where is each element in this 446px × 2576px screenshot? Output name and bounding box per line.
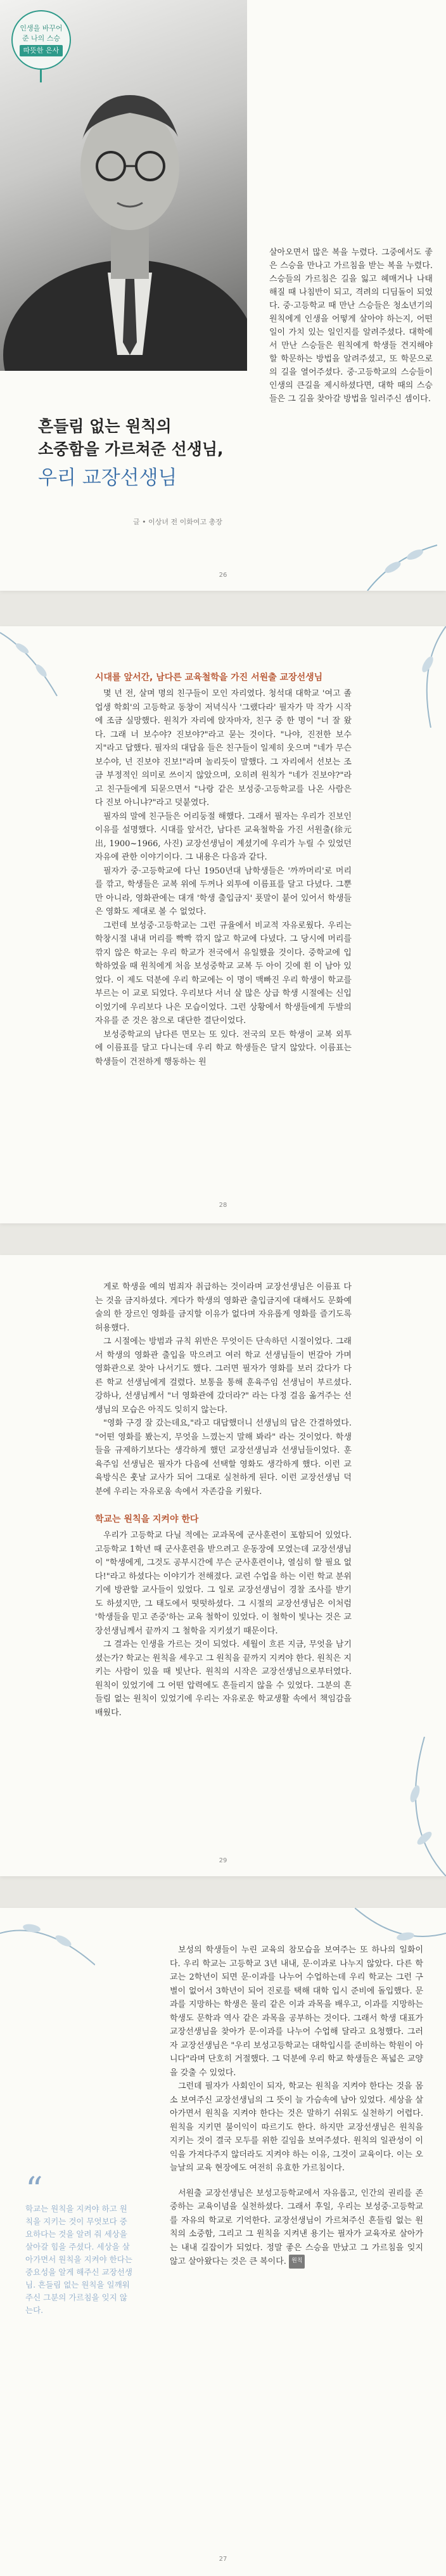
paragraph: 보성중학교의 남다른 면모는 또 있다. 전국의 모든 학생이 교복 외투에 이름표를 달고 다니는데 우리 학교 학생들은 달지 않았다. 이름표는 학생들이 건전하게 행동하는 원: [95, 1029, 352, 1067]
badge-pin: [40, 70, 42, 82]
pull-quote: [25, 2170, 133, 2317]
plant-decoration-icon: [355, 532, 446, 591]
leaf-decoration-icon: [380, 1737, 446, 1876]
paragraph: 그런데 필자가 사회인이 되자, 학교는 원칙을 지켜야 한다는 것을 몸소 보여주신 교장선생님의 그 뜻이 늘 가슴속에 남아 있었다. 세상을 살아가면서 원칙을 지켜야 한다는 것은 말하기 쉬워도 실천하기 어렵다. 원칙을 지키면 불이익이 따르기도 한다. 하지만 교장선생님은 원칙을 지키는 것이 결국 모두를 위한 길임을 보여주셨다. 원칙의 일관성이 이익을 가져다주지 않더라도 지켜야 하는 이유, 그것이 교육이다. 이는 오늘날의 교육 현장에도 여전히 유효한 가르침이다.: [170, 2082, 423, 2173]
section-heading-1: 시대를 앞서간, 남다른 교육철학을 가진 서원출 교장선생님: [95, 673, 323, 683]
paragraph: 게로 학생을 예의 범죄자 취급하는 것이라며 교장선생님은 이름표 다는 것을 금지하셨다. 게다가 학생의 영화관 출입금지에 대해서도 문화예술의 한 장르인 영화를 금지할 이유가 없다며 자유롭게 영화를 즐기도록 허용했다.: [95, 1282, 352, 1333]
end-mark: 원칙: [289, 2255, 305, 2269]
paragraph: 그 시절에는 방범과 규칙 위반은 무엇이든 단속하던 시절이었다. 그래서 학생의 영화관 출입을 막으려고 여러 학교 선생님들이 번갈아 가며 영화관으로 찾아 나서기도 했다. 그러면 필자가 영화를 보러 갔다가 다른 학교 선생님에게 걸렸다. 보통을 통해 훈육주임 선생님이 부르셨다. 강하나, 선생님께서 "너 영화관에 갔더라?" 라는 다정 걸음 옮겨주는 선생님의 모습은 아직도 잊히지 않는다.: [95, 1337, 352, 1415]
page-number: 26: [219, 572, 227, 579]
page-4: [0, 1908, 446, 2576]
page-number: 29: [219, 1857, 227, 1864]
paragraph: 그 결과는 인생을 가르는 것이 되었다. 세월이 흐른 지금, 무엇을 남기셨는가? 학교는 원칙을 세우고 그 원칙을 끝까지 지켜야 한다. 원칙은 지키는 사람이 있을 때 빛난다. 원칙의 시작은 교장선생님으로부터였다. 원칙이 있었기에 그 어떤 압력에도 흔들리지 않을 수 있었다. 그분의 흔들림 없는 원칙이 있었기에 우리는 자유로운 학교생활 속에서 책임감을 배웠다.: [95, 1640, 352, 1718]
quote-mark-icon: “: [25, 2170, 43, 2210]
section-heading-2: 학교는 원칙을 지켜야 한다: [95, 1514, 199, 1524]
paragraph: 보성의 학생들이 누린 교육의 참모습을 보여주는 또 하나의 일화이다. 우리 학교는 고등학교 3년 내내, 문·이과로 나누지 않았다. 다른 학교는 2학년이 되면 문·이과를 나누어 수업하는데 우리 학교는 그런 구별이 없어서 3학년이 되어 진로를 택해 대학 입시 준비에 돌입했다. 문과를 지망하는 학생은 물리 같은 이과 과목을 배우고, 이과를 지망하는 학생도 문학과 역사 같은 과목을 공부하는 것이다. 그래서 학생 대표가 교장선생님을 찾아가 문·이과를 나누어 수업해 달라고 요청했다. 그러자 교장선생님은 "우리 보성고등학교는 대학입시를 준비하는 학원이 아니다"라며 단호히 거절했다. 그 덕분에 우리 학교 학생들은 폭넓은 교양을 갖출 수 있었다.: [170, 1945, 423, 2078]
page-2-body: [95, 671, 352, 1069]
badge-line-2: 준 나의 스승: [22, 34, 61, 42]
paragraph: "영화 구경 잘 갔는데요,"라고 대답했더니 선생님의 답은 간결하였다. "어떤 영화를 봤는지, 무엇을 느꼈는지 말해 봐라" 라는 것이었다. 학생들을 규제하기보다는 생각하게 했던 교장선생님과 선생님들이었다. 훈육주임 선생님은 필자가 다음에 선택할 영화도 생각하게 했다. 이런 교육방식은 훗날 교사가 되어 그대로 실천하게 된다. 이런 교장선생님 덕분에 우리는 자유로움 속에서 자존감을 키웠다.: [95, 1419, 352, 1497]
page-number: 27: [219, 2556, 227, 2563]
leaf-decoration-icon: [393, 626, 446, 728]
branch-decoration-icon: [0, 626, 76, 709]
page-1: [0, 0, 446, 591]
paragraph: 그런데 보성중·고등학교는 그런 규율에서 비교적 자유로웠다. 우리는 학창시절 내내 머리를 빡빡 깎지 않고 학교에 다녔다. 그 당시에 머리를 깎지 않은 학교는 우리 학교가 전국에서 유일했을 것이다. 중학교에 입학하였을 때 원칙에게 처음 보성중학교 교복 두 아이 깃에 흰 이 남아 있었다. 이 제도 덕분에 우리 학교에는 이 명이 맥빠진 우리 학생이 학교를 부르는 이 교로 되었다. 우리보다 서너 살 많은 상급 학생 시절에는 신입이었기에 우리보다 나은 모습이었다. 그런 상황에서 학생들에게 두발의 자유를 준 것은 참으로 대단한 결단이었다.: [95, 920, 352, 1026]
badge-line-3: 따뜻한 은사: [20, 45, 63, 56]
quote-text: 학교는 원칙을 지켜야 하고 원칙을 지키는 것이 무엇보다 중요하다는 것을 알려 줘 세상을 살아갈 힘을 주셨다. 세상을 살아가면서 원칙을 지켜야 한다는 중요성을 알게 해주신 교장선생님. 흔들림 없는 원칙을 일깨워주신 그분의 가르침을 잊지 않는다.: [25, 2204, 132, 2315]
branch-decoration-icon: [0, 1908, 95, 1978]
series-badge: [11, 10, 72, 80]
badge-line-1: 인생을 바꾸어: [20, 24, 63, 32]
badge-circle: [11, 10, 71, 70]
page-4-body: [170, 1943, 423, 2269]
title-line-1: 흔들림 없는 원칙의: [38, 417, 172, 435]
paragraph: 우리가 고등학교 다닐 적에는 교과목에 군사훈련이 포함되어 있었다. 고등학교 1학년 때 군사훈련을 받으려고 운동장에 모였는데 교장선생님이 "학생에게, 그것도 공부시간에 무슨 군사훈련이냐, 열심히 할 필요 없다!"라고 하셨다는 이야기가 전해졌다. 교련 수업을 하는 이런 학교 분위기에 방관할 교사들이 있었다. 그 일로 교장선생님이 경찰 조사를 받기도 하셨지만, 그 태도에서 떳떳하셨다. 그 시절의 교장선생님은 이처럼 '학생들을 믿고 존중'하는 교육 철학이 있었다. 이 철학이 빛나는 것은 교장선생님께서 끝까지 그 철학을 지키셨기 때문이다.: [95, 1531, 352, 1636]
byline: 글 • 이상녀 전 이화여고 총장: [133, 518, 222, 526]
intro-column: 살아오면서 많은 복을 누렸다. 그중에서도 좋은 스승을 만나고 가르침을 받는 복을 누렸다. 스승들의 가르침은 길을 잃고 헤매거나 나태해질 때 나침반이 되고, 격려의 디딤돌이 되었다. 중·고등학교 때 만난 스승들은 청소년기의 원칙에게 인생을 어떻게 살아야 하는지, 어떤 일이 가치 있는 일인지를 알려주셨다. 대학에서 만난 스승들은 원칙에게 학생들 견지해야 할 학문하는 방법을 알려주셨고, 또 학문으로의 길을 열어주셨다. 중·고등학교의 스승들이 인생의 큰길을 제시하셨다면, 대학 때의 스승들은 그 길을 찾아갈 방법을 일러주신 셈이다.: [269, 248, 433, 404]
paragraph: 필자의 말에 친구들은 어리둥절 해했다. 그래서 필자는 우리가 진보인 이유를 설명했다. 시대를 앞서간, 남다른 교육철학을 가진 서원출(徐元出, 1900~1966, 사진) 교장선생님이 계셨기에 우리가 누릴 수 있었던 자유에 관한 이야기이다. 그 내용은 다음과 같다.: [95, 811, 352, 862]
article-title: [38, 415, 228, 493]
page-2: [0, 626, 446, 1223]
paragraph: 필자가 중·고등학교에 다닌 1950년대 남학생들은 '까까머리'로 머리를 깎고, 학생들은 교복 위에 두꺼나 외투에 이름표를 달고 다녔다. 그뿐만 아니라, 영화관에는 대개 '학생 출입금지' 푯말이 붙어 있어서 학생들은 영화도 제대로 볼 수 없었다.: [95, 866, 352, 917]
page-3: [0, 1255, 446, 1876]
title-line-3: 우리 교장선생님: [38, 467, 177, 489]
title-line-2: 소중함을 가르쳐준 선생님,: [38, 440, 224, 458]
paragraph-last-text: 서원출 교장선생님은 보성고등학교에서 자유롭고, 인간의 권리를 존중하는 교육이념을 실천하셨다. 그래서 후일, 우리는 보성중·고등학교를 자유의 학교로 기억한다. 교장선생님이 가르쳐주신 흔들림 없는 원칙의 소중함, 그리고 그 원칙을 지켜낸 용기는 필자가 교육자로 살아가는 내내 길잡이가 되었다. 정말 좋은 스승을 만났고 그 가르침을 잊지 않고 살아왔다는 것은 큰 복이다.: [170, 2188, 423, 2267]
page-number: 28: [219, 1202, 227, 1209]
paragraph-last: [170, 2187, 423, 2269]
paragraph: 몇 년 전, 살며 명의 친구들이 모인 자리였다. 청석대 대학교 '여고 졸업생 학회'의 고등학교 동창이 저녁식사 '그랬다라' 필자가 막 작가 시작에 조금 실망했다. 원칙가 자리에 앉자마자, 친구 중 한 명이 "너 잘 왔다. 그래 너 보수야? 진보야?"라고 묻는 것이다. "나야, 진전한 보수지"라고 답했다. 필자의 대답을 들은 친구들이 일제히 웃으며 "네가 무슨 보수야, 넌 진보야 진보!"라며 놀리듯이 말했다. 그 자리에서 선보는 조금 부정적인 의미로 쓰이지 않았으며, 오히려 원칙가 "네가 진보야?"라고 친구들에게 되묻으면서 "나랑 같은 보성중·고등학교를 나온 사람은 다 진보 아니냐?"라고 덧붙였다.: [95, 689, 352, 808]
page-3-body: [95, 1280, 352, 1720]
